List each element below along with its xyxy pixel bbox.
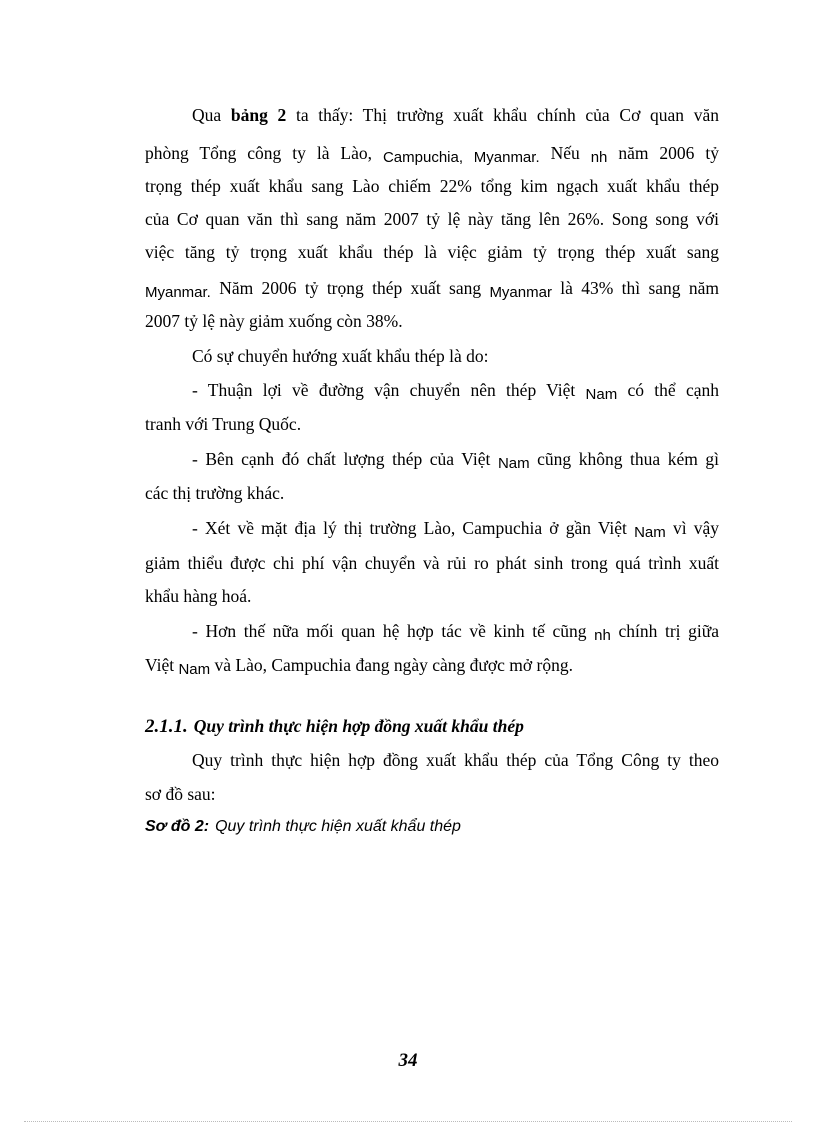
section-heading <box>145 716 524 738</box>
caption-text: Quy trình thực hiện xuất khẩu thép <box>215 818 461 835</box>
text-run: có thể cạnh <box>617 380 719 400</box>
paragraph-line <box>192 104 719 126</box>
text-run: Qua <box>192 105 231 125</box>
text-run: - Xét về mặt địa lý thị trường Lào, Campuchia ở gần Việt <box>192 518 635 538</box>
text-run: - Bên cạnh đó chất lượng thép của Việt <box>192 449 498 469</box>
text-run: Năm 2006 tỷ trọng thép xuất sang <box>210 278 490 298</box>
text-run: Việt <box>145 655 179 675</box>
bullet-line: tranh với Trung Quốc. <box>145 414 302 434</box>
page-number: 34 <box>398 1050 418 1071</box>
text-run: và Lào, Campuchia đang ngày càng được mở rộng. <box>210 655 573 675</box>
figure-caption <box>145 818 461 836</box>
paragraph-line: của Cơ quan văn thì sang năm 2007 tỷ lệ này tăng lên 26%. Song song với <box>145 209 719 229</box>
text-run: Nam <box>178 661 211 678</box>
paragraph-line: Có sự chuyển hướng xuất khẩu thép là do: <box>192 346 489 366</box>
text-run: - Hơn thế nữa mối quan hệ hợp tác về kinh tế cũng <box>192 621 595 641</box>
paragraph-line: Quy trình thực hiện hợp đồng xuất khẩu thép của Tổng Công ty theo <box>192 750 719 770</box>
bullet-line: giảm thiểu được chi phí vận chuyển và rủi ro phát sinh trong quá trình xuất <box>145 553 719 573</box>
paragraph-line: trọng thép xuất khẩu sang Lào chiếm 22% tổng kim ngạch xuất khẩu thép <box>145 176 719 196</box>
text-run: năm 2006 tỷ <box>607 143 720 163</box>
paragraph-line <box>145 277 719 301</box>
text-run: phòng Tổng công ty là Lào, <box>145 143 383 163</box>
text-run: chính trị giữa <box>610 621 719 641</box>
section-number: 2.1.1. <box>145 716 188 737</box>
bullet-line <box>192 379 719 403</box>
bullet-line: các thị trường khác. <box>145 483 285 503</box>
text-run: Nam <box>634 524 666 541</box>
text-run: - Thuận lợi về đường vận chuyển nên thép Việt <box>192 380 586 400</box>
bullet-line <box>192 517 719 541</box>
text-run: ta thấy: Thị trường xuất khẩu chính của Cơ quan văn <box>286 105 720 125</box>
footer-divider <box>24 1121 792 1122</box>
text-run: Nếu <box>539 143 591 163</box>
text-run: cũng không thua kém gì <box>529 449 719 469</box>
text-run: là 43% thì sang năm <box>551 278 720 298</box>
text-run: nh <box>590 149 608 166</box>
paragraph-line: 2007 tỷ lệ này giảm xuống còn 38%. <box>145 311 403 331</box>
text-run: Nam <box>497 455 530 472</box>
paragraph-line: sơ đồ sau: <box>145 784 216 804</box>
caption-label: Sơ đồ 2: <box>145 818 210 835</box>
paragraph-line <box>145 142 719 166</box>
paragraph-line: việc tăng tỷ trọng xuất khẩu thép là việc giảm tỷ trọng thép xuất sang <box>145 242 719 262</box>
text-run: nh <box>594 627 611 644</box>
section-title: Quy trình thực hiện hợp đồng xuất khẩu thép <box>193 716 524 736</box>
text-run: Myanmar <box>489 284 552 301</box>
bullet-line <box>192 620 719 644</box>
bullet-line: khẩu hàng hoá. <box>145 586 252 606</box>
bullet-line <box>192 448 719 472</box>
text-run: vì vậy <box>665 518 719 538</box>
text-run: Myanmar. <box>145 284 211 301</box>
table-reference: bảng 2 <box>230 105 287 125</box>
text-run: Nam <box>585 386 618 403</box>
bullet-line <box>145 654 719 678</box>
text-run: Campuchia, Myanmar. <box>382 149 540 166</box>
